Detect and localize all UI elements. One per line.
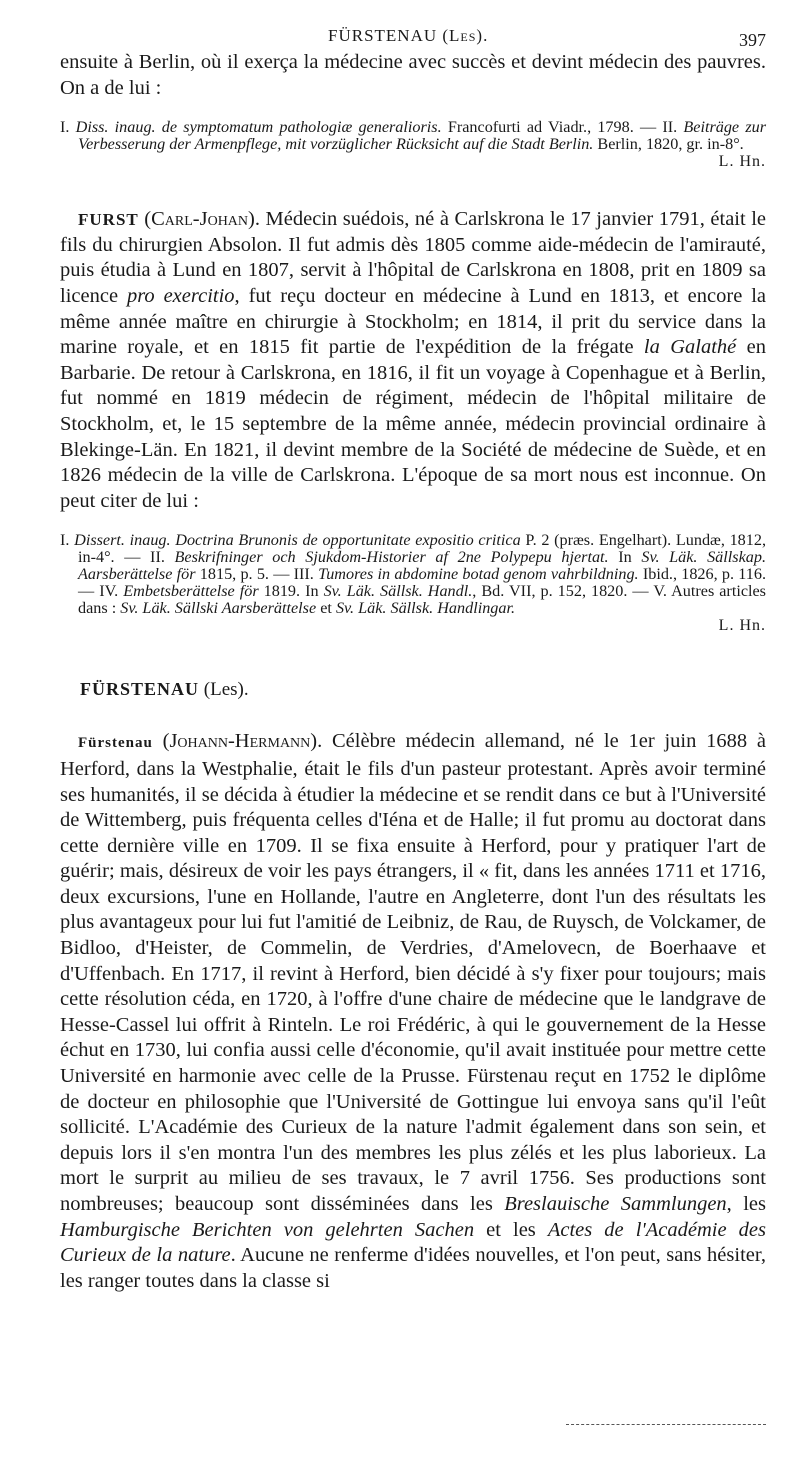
- section-heading: [60, 679, 766, 701]
- furst-bibliography: [60, 532, 766, 617]
- running-head-title: [328, 26, 488, 46]
- biblio-journal: Sv. Läk. Sällsk. Handl.: [323, 582, 473, 601]
- footer-rule: [566, 1424, 766, 1425]
- entry-text: en Barbarie. De retour à Carlskrona, en 1816, il fit un voyage à Copenhague et à Berlin, fut nommé en 1819 médecin de régiment, médecin de l'hôpital militaire de Stockholm, et, le 15 septembre de la même année, médecin provincial ordinaire à Blekinge-Län. En 1821, il devint membre de la Société de médecine de Suède, et en 1826 médecin de la ville de Carlskrona. L'époque de sa mort nous est inconnue. On peut citer de lui :: [60, 336, 766, 512]
- biblio-text: In: [608, 548, 642, 567]
- biblio-text: P. 2 (præs. Engelhart). Lundæ, 1812, in-4°. — II.: [78, 531, 767, 567]
- biblio-title: Beskrifninger och Sjukdom-Historier af 2ne Polypери hjertat.: [174, 548, 609, 567]
- biblio-num: I.: [60, 118, 76, 137]
- running-head-title-main: FÜRSTENAU: [328, 26, 443, 45]
- biblio-num: II.: [662, 118, 684, 137]
- entry-italic: Breslauische Sammlungen: [504, 1193, 727, 1215]
- biblio-title: Diss. inaug. de symptomatum pathologiæ generalioris.: [75, 118, 442, 137]
- biblio-journal: Sv. Läk. Sällski Aarsberättelse: [120, 599, 317, 618]
- running-head: [60, 22, 766, 50]
- biblio-text: 1819. In: [258, 582, 324, 601]
- biblio-num: I.: [60, 531, 75, 550]
- entry-forename: (Carl-Johan).: [144, 208, 260, 231]
- entry-headword: FURST: [78, 210, 139, 230]
- author-signature: L. Hn.: [718, 153, 766, 171]
- continuation-bibliography: [60, 119, 766, 153]
- entry-forename: (Johann-Hermann).: [162, 730, 323, 753]
- biblio-text: et: [316, 599, 336, 618]
- section-headword: FÜRSTENAU: [80, 679, 200, 700]
- entry-text: Médecin suédois, né à Carlskrona le 17 janvier 1791, était le fils du chirurgien Absolon. Il fut admis dès 1805 comme aide-médecin de l'amirauté, puis étudia à Lund en 1807, servit à l'hôpital de Carlskrona en 1808, prit en 1809 sa licence: [60, 208, 767, 307]
- biblio-journal: Sv. Läk. Sällskap. Aarsberättelse för: [78, 548, 766, 584]
- biblio-title: Dissert. inaug. Doctrina Brunonis de opportunitate expositio critica: [74, 531, 521, 550]
- biblio-text: Ibid., 1826, p. 116. — IV.: [78, 565, 767, 601]
- biblio-text: Berlin, 1820, gr. in-8°.: [593, 135, 744, 154]
- biblio-text: 1815, p. 5. — III.: [195, 565, 319, 584]
- entry-text: , les: [726, 1193, 766, 1215]
- biblio-text: , Bd. VII, p. 152, 1820. — V. Autres articles dans :: [78, 582, 766, 618]
- entry-text: et les: [474, 1218, 548, 1241]
- entry-headword: Fürstenau: [78, 735, 153, 752]
- biblio-title: Tumores in abdomine botad genom vahrbildning.: [318, 565, 639, 584]
- author-signature: L. Hn.: [718, 617, 766, 635]
- biblio-journal: Sv. Läk. Sällsk. Handlingar.: [335, 599, 516, 618]
- entry-italic: Actes de l'Académie des Curieux de la nature: [60, 1218, 766, 1267]
- entry-italic: la Galathé: [643, 336, 737, 359]
- continuation-paragraph: ensuite à Berlin, où il exerça la médecine avec succès et devint médecin des pauvres. On a de lui :: [60, 51, 766, 99]
- biblio-title: Embetsberättelse för: [123, 582, 259, 601]
- entry-furst: [60, 207, 766, 514]
- running-head-title-sc: (Les).: [442, 26, 489, 45]
- entry-italic: pro exercitio: [126, 284, 235, 307]
- biblio-title: Beiträge zur Verbesserung der Armenpflege, mit vorzüglicher Rücksicht auf die Stadt Berlin.: [78, 118, 767, 154]
- page-number: 397: [739, 30, 766, 50]
- page: [60, 22, 766, 1294]
- section-headword-rest: (Les).: [199, 679, 249, 701]
- entry-italic: Hamburgische Berichten von gelehrten Sachen: [60, 1218, 475, 1241]
- entry-text: . Aucune ne renferme d'idées nouvelles, et l'on peut, sans hésiter, les ranger toutes dans la classe si: [60, 1244, 766, 1292]
- biblio-text: Francofurti ad Viadr., 1798. —: [441, 118, 663, 137]
- entry-furstenau: [60, 729, 766, 1294]
- entry-text: Célèbre médecin allemand, né le 1er juin 1688 à Herford, dans la Westphalie, était le fils d'un pasteur protestant. Après avoir terminé ses humanités, il se décida à étudier la médecine et se rendit dans ce but à l'Université de Wittemberg, puis fréquenta celles d'Iéna et de Halle; il fut promu au doctorat dans cette dernière ville en 1709. Il se fixa ensuite à Herford, pour y pratiquer l'art de guérir; mais, désireux de voir les pays étrangers, il « fit, dans les années 1711 et 1716, deux excursions, l'une en Hollande, l'autre en Angleterre, dont l'un des résultats les plus avantageux pour lui fut l'amitié de Leibniz, de Rau, de Ruysch, de Volckamer, de Bidloo, d'Heister, de Commelin, de Verdries, d'Amelovecn, de Boerhaave et d'Uffenbach. En 1717, il revint à Herford, bien décidé à s'y fixer pour toujours; mais cette résolution céda, en 1720, à l'offre d'une chaire de médecine que le landgrave de Hesse-Cassel lui offrit à Rinteln. Le roi Frédéric, à qui le gouvernement de la Hesse échut en 1730, lui confia aussi celle d'économie, qu'il avait instituée pour mettre cette Université en harmonie avec celle de la Prusse. Fürstenau reçut en 1752 le diplôme de docteur en philosophie que l'Université de Gottingue lui envoya sans qu'il l'eût sollicité. L'Académie des Curieux de la nature l'admit également dans son sein, et depuis lors il s'en montra l'un des membres les plus zélés et les plus laborieux. La mort le surprit au milieu de ses travaux, le 7 avril 1756. Ses productions sont nombreuses; beaucoup sont disséminées dans les: [60, 730, 766, 1215]
- entry-text: , fut reçu docteur en médecine à Lund en 1813, et encore la même année maître en chirurgie à Stockholm; en 1814, il prit du service dans la marine royale, et en 1815 fit partie de l'expédition de la frégate: [60, 284, 766, 359]
